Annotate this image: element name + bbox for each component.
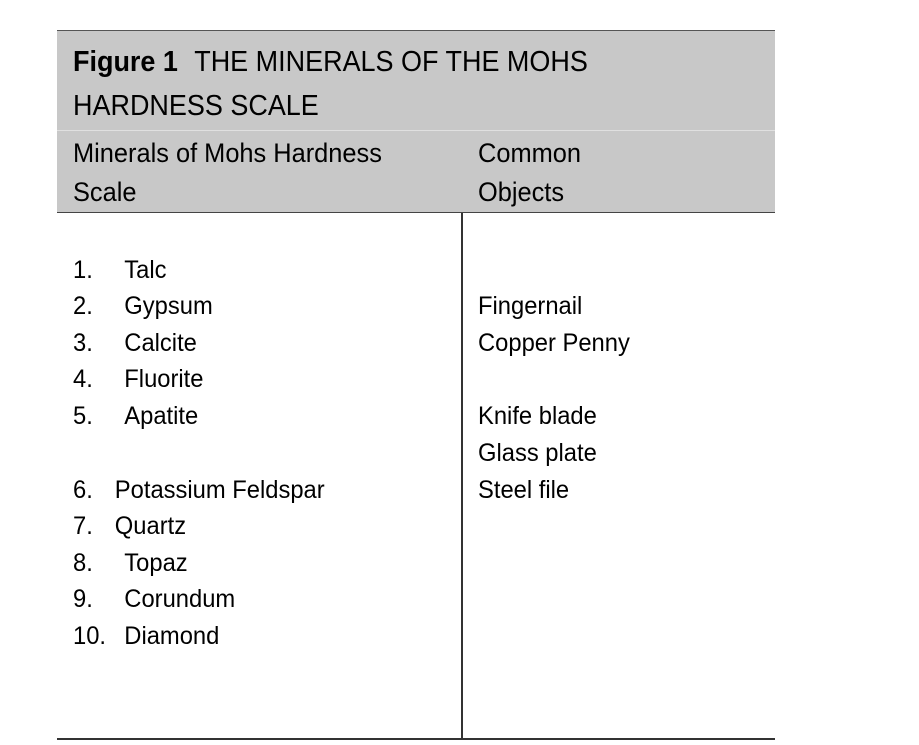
item-number: 8. — [73, 549, 93, 577]
common-object: Knife blade — [478, 402, 597, 430]
mineral-name: Quartz — [114, 512, 187, 540]
list-item — [73, 545, 434, 581]
figure-title — [73, 40, 705, 128]
common-object: Glass plate — [478, 439, 597, 467]
column-header-objects — [478, 134, 666, 212]
list-item — [73, 581, 434, 617]
common-object: Fingernail — [478, 292, 583, 320]
item-number: 3. — [73, 329, 93, 357]
column-header-minerals — [73, 134, 440, 212]
mineral-name: Calcite — [124, 329, 197, 357]
item-number: 4. — [73, 365, 93, 393]
column-header-minerals-line2: Scale — [73, 177, 137, 207]
mineral-name: Talc — [124, 256, 167, 284]
mineral-name: Apatite — [124, 402, 199, 430]
column-header-row — [57, 131, 775, 213]
figure-table — [57, 30, 775, 740]
figure-title-line1: THE MINERALS OF THE MOHS — [194, 46, 588, 78]
table-bottom-rule — [57, 738, 775, 740]
column-divider — [461, 213, 463, 740]
common-object: Steel file — [478, 476, 570, 504]
item-number: 10. — [73, 622, 107, 650]
list-item — [73, 508, 434, 544]
mineral-name: Diamond — [124, 622, 220, 650]
column-header-objects-line1: Common — [478, 138, 581, 168]
figure-label: Figure 1 — [73, 46, 178, 78]
mineral-name: Potassium Feldspar — [114, 476, 325, 504]
item-number: 1. — [73, 256, 93, 284]
mineral-name: Topaz — [124, 549, 188, 577]
item-number: 6. — [73, 476, 93, 504]
mineral-name: Corundum — [124, 585, 236, 613]
figure-title-line2: HARDNESS SCALE — [73, 90, 319, 122]
item-number: 9. — [73, 585, 93, 613]
list-item — [73, 325, 434, 361]
list-item — [73, 472, 434, 508]
mineral-name: Gypsum — [124, 292, 213, 320]
item-number: 2. — [73, 292, 93, 320]
list-item — [73, 398, 434, 434]
list-item — [73, 252, 434, 288]
list-item — [73, 288, 434, 324]
list-item — [73, 618, 434, 654]
common-object: Copper Penny — [478, 329, 630, 357]
item-number: 5. — [73, 402, 93, 430]
column-header-minerals-line1: Minerals of Mohs Hardness — [73, 138, 382, 168]
mineral-name: Fluorite — [124, 365, 204, 393]
column-header-objects-line2: Objects — [478, 177, 565, 207]
figure-title-bar — [57, 30, 775, 131]
item-number: 7. — [73, 512, 93, 540]
list-item — [73, 361, 434, 397]
